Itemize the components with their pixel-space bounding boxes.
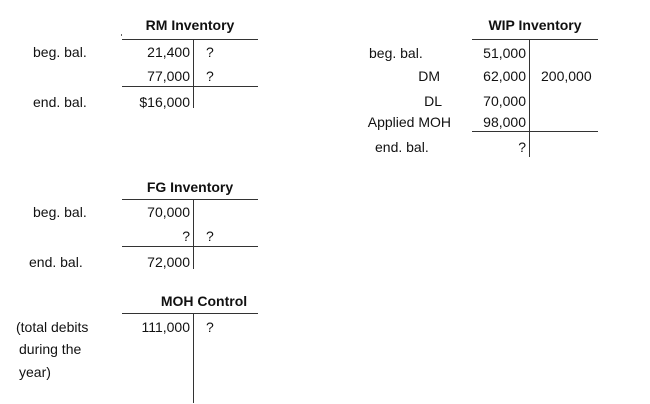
wip-beg-bal-label: beg. bal. xyxy=(369,45,423,61)
wip-dm-label: DM xyxy=(418,68,440,84)
rm-inventory-mark xyxy=(121,34,122,36)
fg-beg-bal-label: beg. bal. xyxy=(33,204,87,220)
wip-dl-debit: 70,000 xyxy=(483,93,526,109)
wip-end-bal-label: end. bal. xyxy=(375,139,429,155)
rm-credit-2: ? xyxy=(206,68,214,84)
rm-credit-1: ? xyxy=(206,44,214,60)
rm-end-bal-debit: $16,000 xyxy=(139,94,190,110)
wip-dm-debit: 62,000 xyxy=(483,68,526,84)
moh-actual-debit: 111,000 xyxy=(141,319,190,335)
rm-inventory-total-rule xyxy=(122,86,258,87)
wip-inventory-title: WIP Inventory xyxy=(488,17,582,33)
moh-applied-credit: ? xyxy=(206,319,214,335)
rm-inventory-top-rule xyxy=(122,39,258,40)
wip-dl-label: DL xyxy=(424,93,442,109)
rm-inventory-title: RM Inventory xyxy=(145,17,235,33)
fg-end-bal-label: end. bal. xyxy=(29,254,83,270)
moh-control-top-rule xyxy=(122,313,258,314)
wip-inventory-divider xyxy=(529,39,530,157)
wip-cogm-credit: 200,000 xyxy=(541,68,592,84)
wip-inventory-top-rule xyxy=(472,39,598,40)
wip-end-bal-debit: ? xyxy=(518,139,526,155)
fg-inventory-total-rule xyxy=(122,246,258,247)
rm-end-bal-label: end. bal. xyxy=(33,94,87,110)
fg-cogs-credit: ? xyxy=(206,228,214,244)
fg-cogm-debit: ? xyxy=(182,228,190,244)
fg-end-bal-debit: 72,000 xyxy=(147,254,190,270)
wip-beg-bal-debit: 51,000 xyxy=(483,45,526,61)
moh-note-line-1: (total debits xyxy=(16,319,89,335)
moh-control-title: MOH Control xyxy=(160,293,248,309)
wip-inventory-total-rule xyxy=(472,131,598,132)
moh-control-divider xyxy=(193,313,194,403)
wip-applied-moh-debit: 98,000 xyxy=(483,114,526,130)
fg-beg-bal-debit: 70,000 xyxy=(147,204,190,220)
fg-inventory-top-rule xyxy=(122,199,258,200)
rm-purchases-debit: 77,000 xyxy=(147,68,190,84)
rm-beg-bal-debit: 21,400 xyxy=(147,44,190,60)
moh-note-line-3: year) xyxy=(19,364,51,380)
moh-note-line-2: during the xyxy=(19,341,82,357)
fg-inventory-divider xyxy=(193,199,194,269)
rm-inventory-divider xyxy=(193,39,194,108)
wip-applied-moh-label: Applied MOH xyxy=(367,114,451,130)
fg-inventory-title: FG Inventory xyxy=(146,179,234,195)
rm-beg-bal-label: beg. bal. xyxy=(33,44,87,60)
